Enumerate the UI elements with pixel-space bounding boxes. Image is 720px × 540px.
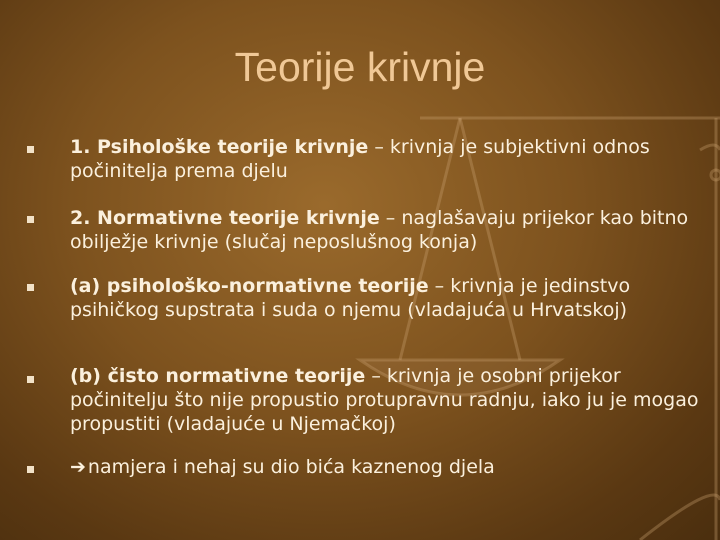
list-item <box>70 206 700 254</box>
item-heading: 2. Normativne teorije krivnje <box>70 207 380 229</box>
item-heading: (b) čisto normativne teorije <box>70 365 366 387</box>
arrow-right-icon: ➔ <box>70 456 86 478</box>
square-bullet-icon <box>27 216 34 223</box>
list-item <box>70 455 700 479</box>
item-heading: 1. Psihološke teorije krivnje <box>70 136 369 158</box>
slide-title: Teorije krivnje <box>234 44 486 90</box>
list-item <box>70 135 700 183</box>
item-heading: (a) psihološko-normativne teorije <box>70 275 429 297</box>
item-text: namjera i nehaj su dio bića kaznenog djela <box>87 456 495 478</box>
square-bullet-icon <box>27 284 34 291</box>
square-bullet-icon <box>27 146 34 153</box>
list-item <box>70 364 700 436</box>
item-text: – krivnja je jedinstvo psihičkog supstrata i suda o njemu (vladajuća u Hrvatskoj) <box>70 275 631 321</box>
square-bullet-icon <box>27 376 34 383</box>
item-text: – krivnja je osobni prijekor počinitelju što nije propustio protupravnu radnju, iako ju je mogao propustiti (vladajuće u Njemačkoj) <box>70 365 699 435</box>
item-text: – krivnja je subjektivni odnos počinitelja prema djelu <box>70 136 650 182</box>
item-text: – naglašavaju prijekor kao bitno obilježje krivnje (slučaj neposlušnog konja) <box>70 207 689 253</box>
square-bullet-icon <box>27 466 34 473</box>
list-item <box>70 274 700 322</box>
